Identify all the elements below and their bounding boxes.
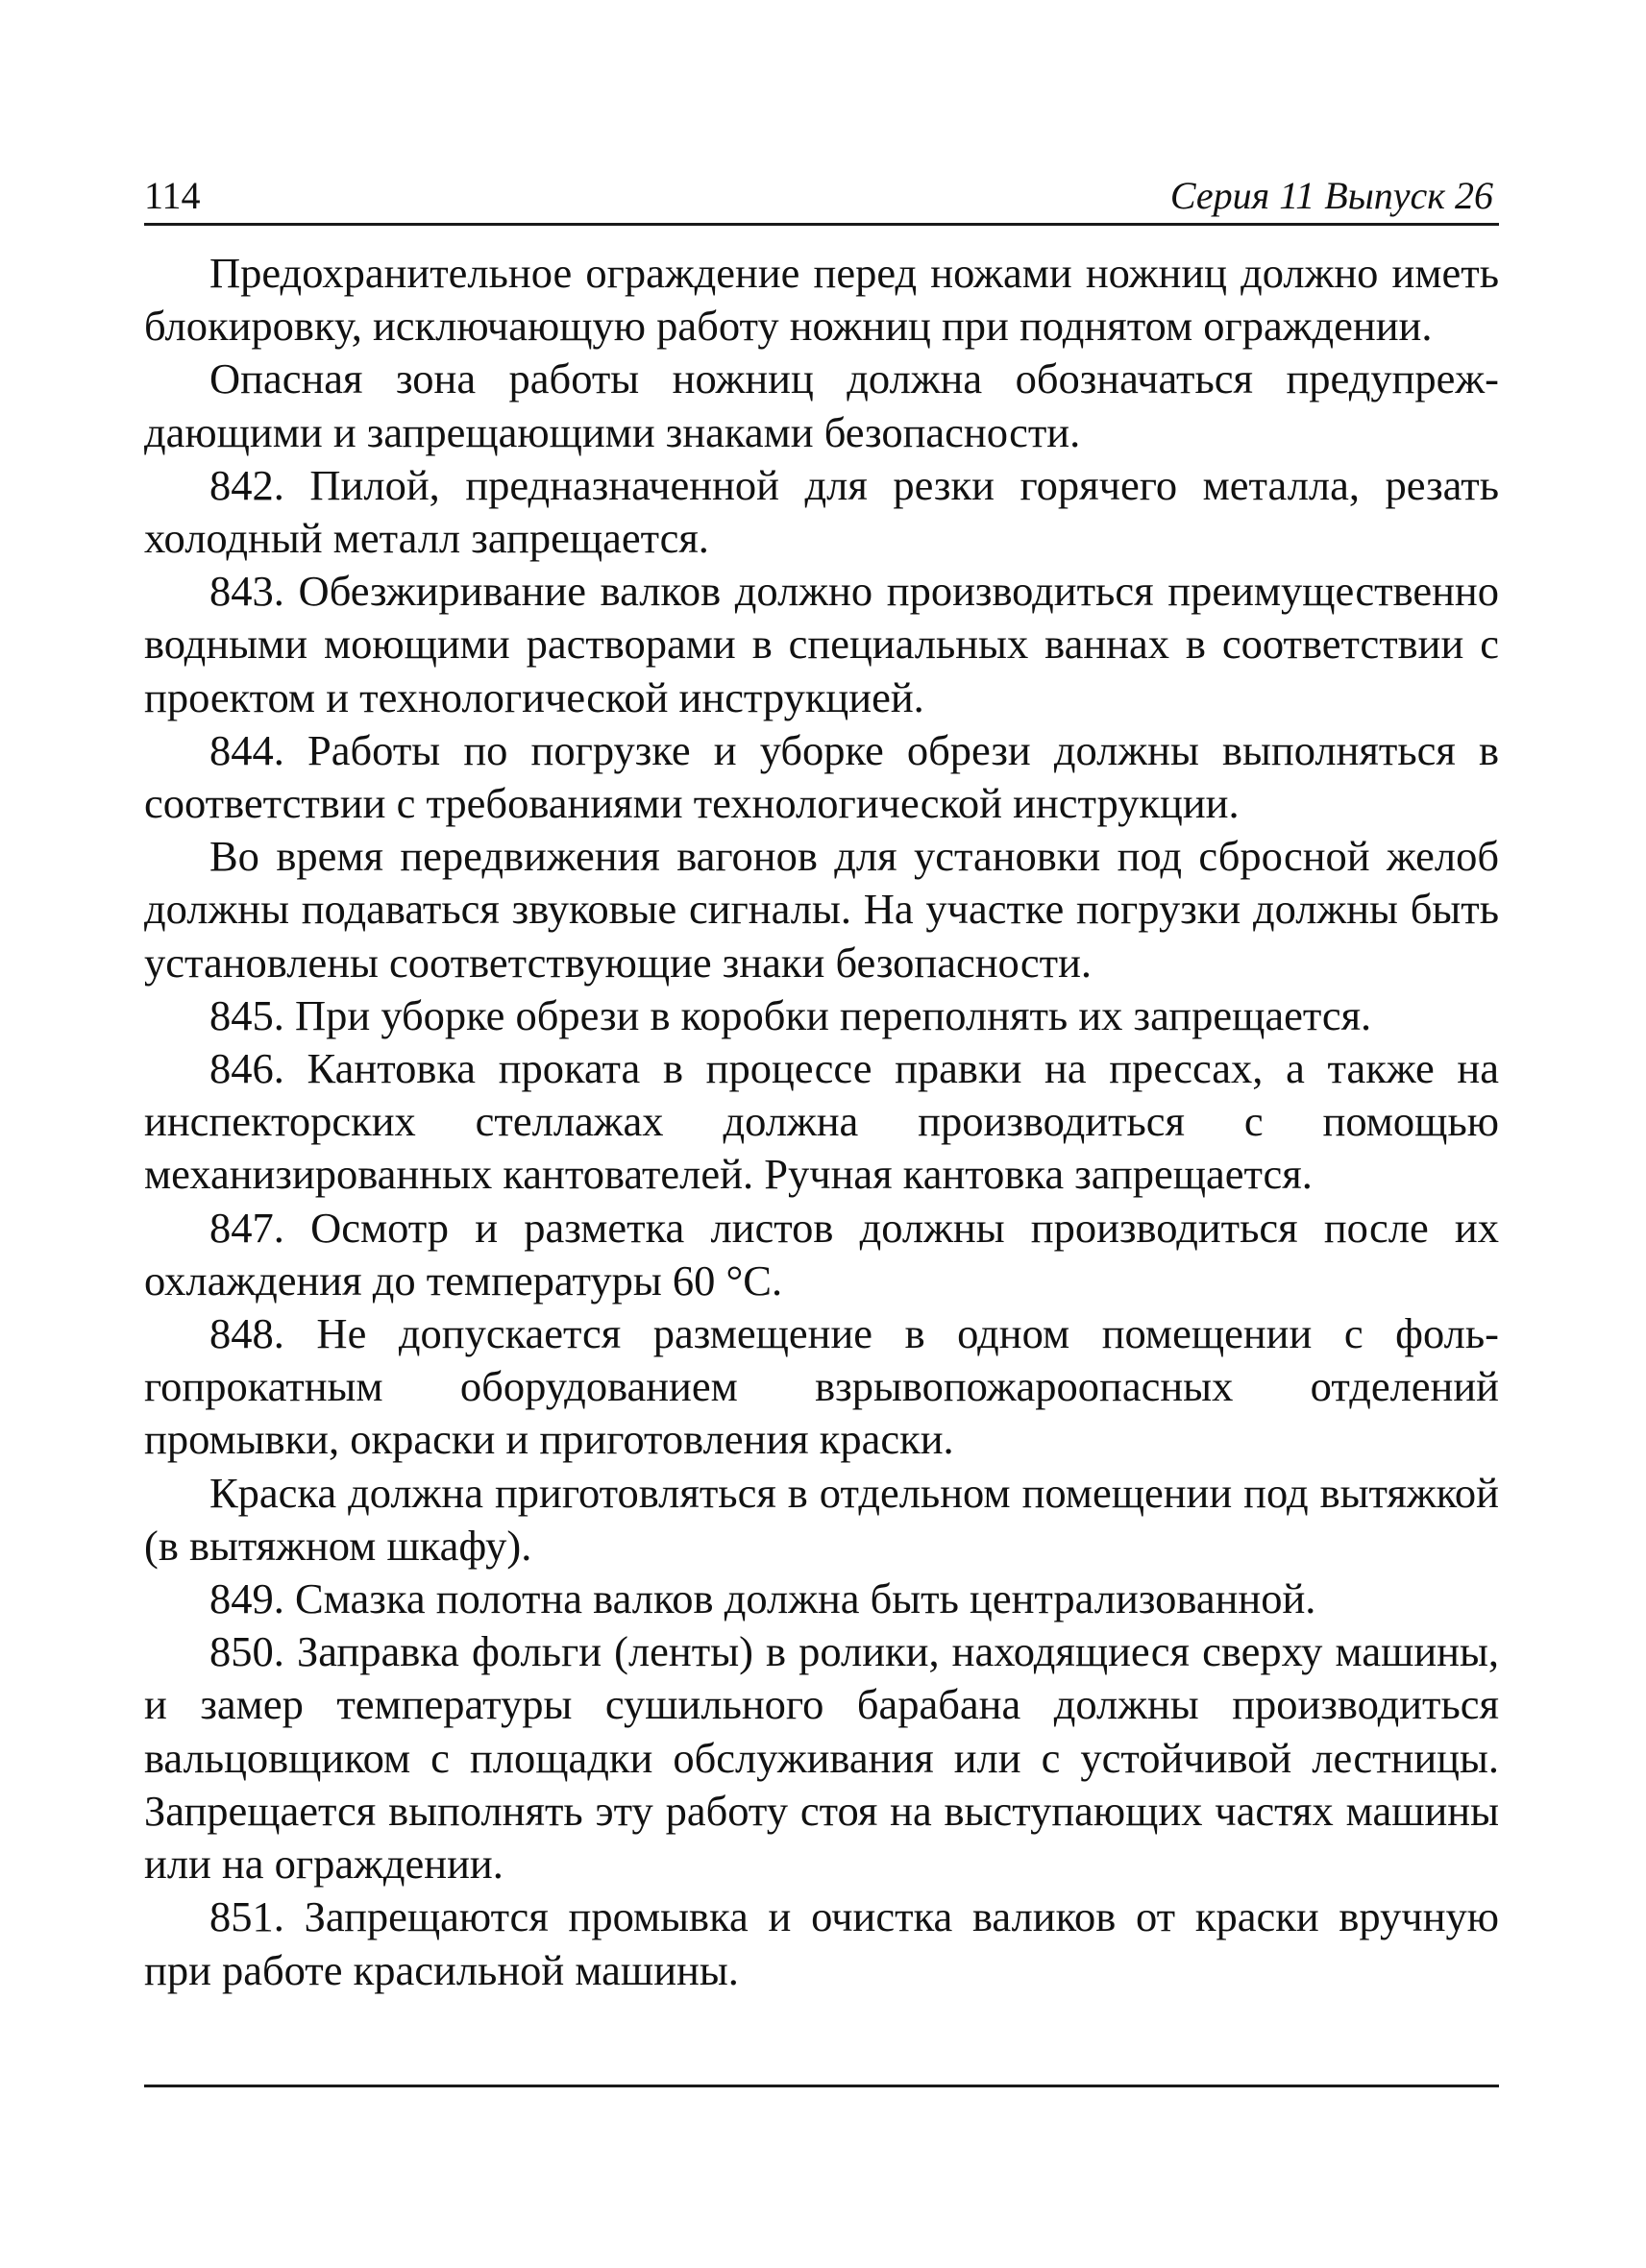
- paragraph: 844. Работы по погрузке и уборке обрези должны выполняться в соответствии с требованиями технологической инструкции.: [144, 725, 1499, 828]
- paragraph: 846. Кантовка проката в процессе правки на прессах, а также на инспекторских стеллажах должна производиться с помощью механизированных кантователей. Ручная кантовка запрещается.: [144, 1044, 1499, 1199]
- paragraph: 851. Запрещаются промывка и очистка валиков от краски вручную при работе красильной машины.: [144, 1892, 1499, 1994]
- body-text: [144, 247, 1499, 1997]
- series-title: Серия 11 Выпуск 26: [1169, 174, 1493, 217]
- paragraph: 848. Не допускается размещение в одном помещении с фольгопрокатным оборудованием взрывопожароопасных отделений промывки, окраски и приготовления краски.: [144, 1309, 1499, 1464]
- paragraph: Во время передвижения вагонов для установки под сбросной желоб должны подаваться звуковые сигналы. На участке погрузки должны быть установлены соответствующие знаки безопасности.: [144, 832, 1499, 987]
- page-number: 114: [144, 174, 201, 217]
- running-header: [144, 161, 1499, 226]
- paragraph: 845. При уборке обрези в коробки переполнять их запрещается.: [209, 990, 1372, 1039]
- paragraph: Предохранительное ограждение перед ножами ножниц должно иметь блокировку, исключающую работу ножниц при поднятом ограждении.: [144, 249, 1499, 351]
- paragraph: 847. Осмотр и разметка листов должны производиться после их охлаждения до температуры 60 °С.: [144, 1203, 1499, 1305]
- paragraph: 850. Заправка фольги (ленты) в ролики, находящиеся сверху машины, и замер температуры сушильного барабана должны производиться вальцовщиком с площадки обслуживания или с устойчивой лестницы. Запрещается выполнять эту работу стоя на выступающих частях машины или на ограждении.: [144, 1627, 1499, 1889]
- paragraph: 843. Обезжиривание валков должно производиться преимущественно водными моющими растворами в специальных ваннах в соответствии с проектом и технологической инструкцией.: [144, 567, 1499, 721]
- paragraph: Опасная зона работы ножниц должна обозначаться предупреждающими и запрещающими знаками безопасности.: [144, 354, 1499, 456]
- footer-rule: [144, 2085, 1499, 2087]
- paragraph: 842. Пилой, предназначенной для резки горячего металла, резать холодный металл запрещается.: [144, 460, 1499, 563]
- paragraph: Краска должна приготовляться в отдельном помещении под вытяжкой (в вытяжном шкафу).: [144, 1468, 1499, 1570]
- paragraph: 849. Смазка полотна валков должна быть централизованной.: [209, 1574, 1316, 1623]
- document-page: [144, 161, 1499, 2140]
